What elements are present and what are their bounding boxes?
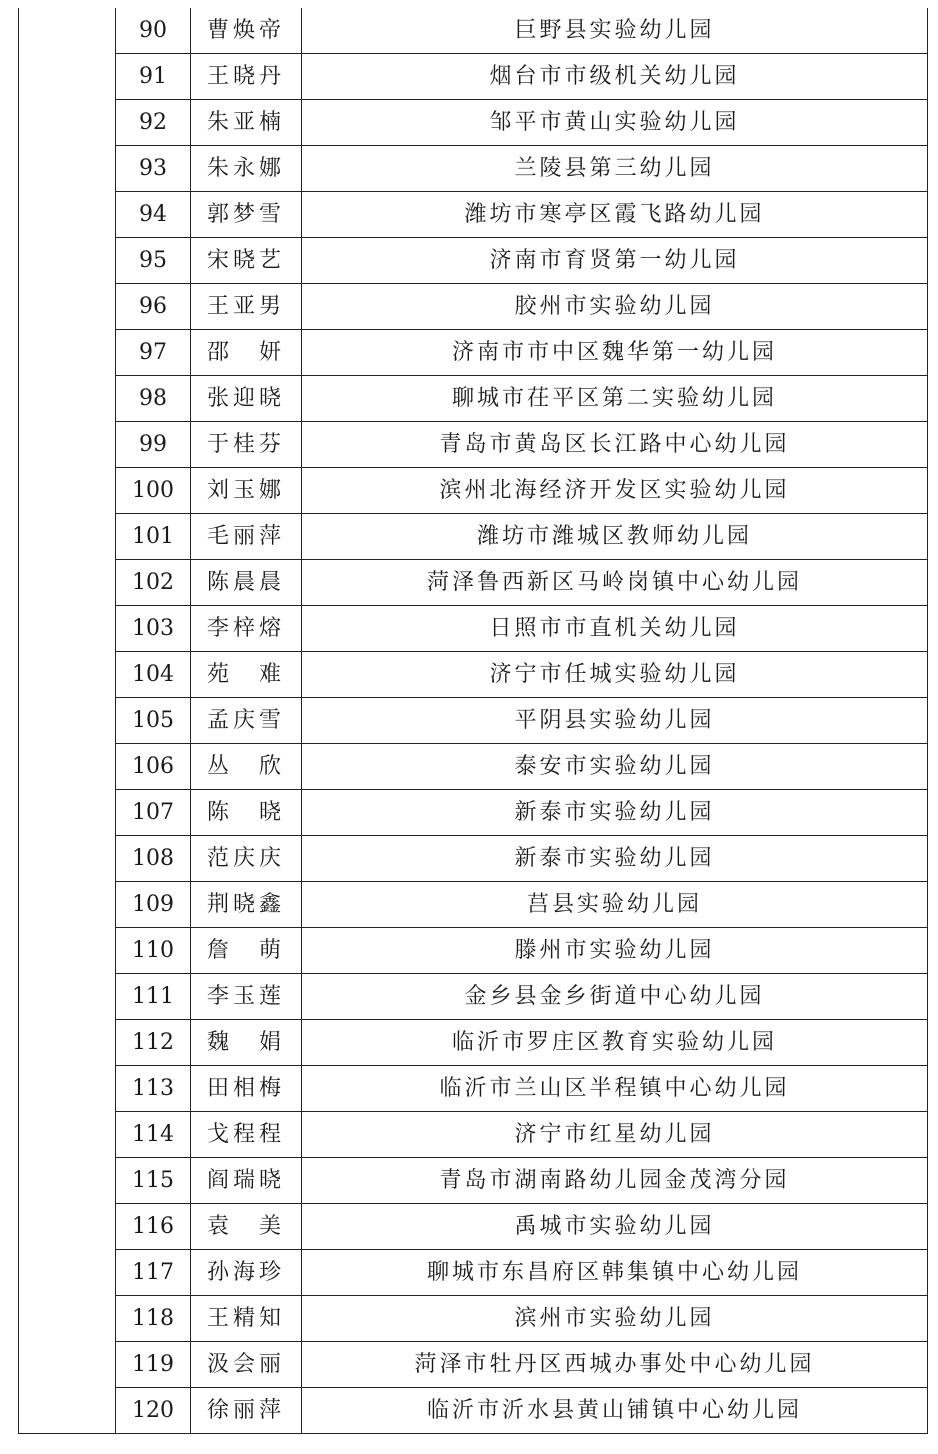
kindergarten-name: 青岛市湖南路幼儿园金茂湾分园 (302, 1158, 928, 1204)
kindergarten-name: 禹城市实验幼儿园 (302, 1204, 928, 1250)
row-number: 104 (116, 652, 191, 698)
row-number: 107 (116, 790, 191, 836)
row-number: 92 (116, 100, 191, 146)
row-number: 116 (116, 1204, 191, 1250)
table-row (19, 790, 928, 836)
table-row (19, 698, 928, 744)
kindergarten-name: 金乡县金乡街道中心幼儿园 (302, 974, 928, 1020)
row-number: 111 (116, 974, 191, 1020)
kindergarten-name: 滨州市实验幼儿园 (302, 1296, 928, 1342)
teacher-name: 阎瑞晓 (191, 1158, 302, 1204)
table-row (19, 1066, 928, 1112)
row-number: 120 (116, 1388, 191, 1434)
kindergarten-name: 菏泽市牡丹区西城办事处中心幼儿园 (302, 1342, 928, 1388)
row-number: 112 (116, 1020, 191, 1066)
kindergarten-name: 潍坊市潍城区教师幼儿园 (302, 514, 928, 560)
table-row (19, 330, 928, 376)
kindergarten-name: 烟台市市级机关幼儿园 (302, 54, 928, 100)
kindergarten-name: 济南市市中区魏华第一幼儿园 (302, 330, 928, 376)
category-cell (19, 8, 116, 1434)
kindergarten-name: 青岛市黄岛区长江路中心幼儿园 (302, 422, 928, 468)
table-row (19, 1112, 928, 1158)
table-row (19, 882, 928, 928)
table-row (19, 836, 928, 882)
teacher-name: 朱永娜 (191, 146, 302, 192)
table-row (19, 1296, 928, 1342)
kindergarten-name: 临沂市兰山区半程镇中心幼儿园 (302, 1066, 928, 1112)
table-row (19, 1388, 928, 1434)
award-list-table (18, 8, 928, 1434)
teacher-name: 于桂芬 (191, 422, 302, 468)
kindergarten-name: 济宁市红星幼儿园 (302, 1112, 928, 1158)
row-number: 113 (116, 1066, 191, 1112)
row-number: 119 (116, 1342, 191, 1388)
row-number: 108 (116, 836, 191, 882)
row-number: 102 (116, 560, 191, 606)
row-number: 95 (116, 238, 191, 284)
row-number: 96 (116, 284, 191, 330)
table-row (19, 146, 928, 192)
teacher-name: 张迎晓 (191, 376, 302, 422)
teacher-name: 王精知 (191, 1296, 302, 1342)
teacher-name: 王晓丹 (191, 54, 302, 100)
table-row (19, 1158, 928, 1204)
kindergarten-name: 日照市市直机关幼儿园 (302, 606, 928, 652)
table-row (19, 652, 928, 698)
table-row (19, 1342, 928, 1388)
row-number: 109 (116, 882, 191, 928)
row-number: 115 (116, 1158, 191, 1204)
table-row (19, 376, 928, 422)
kindergarten-name: 巨野县实验幼儿园 (302, 8, 928, 54)
table-row (19, 284, 928, 330)
table-row (19, 192, 928, 238)
row-number: 110 (116, 928, 191, 974)
teacher-name: 徐丽萍 (191, 1388, 302, 1434)
teacher-name: 詹 萌 (191, 928, 302, 974)
kindergarten-name: 潍坊市寒亭区霞飞路幼儿园 (302, 192, 928, 238)
row-number: 101 (116, 514, 191, 560)
kindergarten-name: 平阴县实验幼儿园 (302, 698, 928, 744)
kindergarten-name: 滨州北海经济开发区实验幼儿园 (302, 468, 928, 514)
row-number: 100 (116, 468, 191, 514)
row-number: 117 (116, 1250, 191, 1296)
kindergarten-name: 聊城市东昌府区韩集镇中心幼儿园 (302, 1250, 928, 1296)
table-row (19, 238, 928, 284)
kindergarten-name: 滕州市实验幼儿园 (302, 928, 928, 974)
teacher-name: 陈 晓 (191, 790, 302, 836)
teacher-name: 刘玉娜 (191, 468, 302, 514)
kindergarten-name: 莒县实验幼儿园 (302, 882, 928, 928)
table-row (19, 422, 928, 468)
teacher-name: 苑 难 (191, 652, 302, 698)
teacher-name: 荆晓鑫 (191, 882, 302, 928)
kindergarten-name: 新泰市实验幼儿园 (302, 836, 928, 882)
teacher-name: 陈晨晨 (191, 560, 302, 606)
table-row (19, 54, 928, 100)
teacher-name: 毛丽萍 (191, 514, 302, 560)
teacher-name: 曹焕帝 (191, 8, 302, 54)
teacher-name: 田相梅 (191, 1066, 302, 1112)
table-row (19, 8, 928, 54)
kindergarten-name: 聊城市茌平区第二实验幼儿园 (302, 376, 928, 422)
row-number: 103 (116, 606, 191, 652)
table-row (19, 606, 928, 652)
teacher-name: 宋晓艺 (191, 238, 302, 284)
teacher-name: 李玉莲 (191, 974, 302, 1020)
teacher-name: 李梓熔 (191, 606, 302, 652)
teacher-name: 魏 娟 (191, 1020, 302, 1066)
row-number: 91 (116, 54, 191, 100)
teacher-name: 范庆庆 (191, 836, 302, 882)
table-row (19, 744, 928, 790)
table-row (19, 1020, 928, 1066)
table-row (19, 560, 928, 606)
kindergarten-name: 临沂市罗庄区教育实验幼儿园 (302, 1020, 928, 1066)
table-row (19, 1204, 928, 1250)
row-number: 98 (116, 376, 191, 422)
teacher-name: 朱亚楠 (191, 100, 302, 146)
kindergarten-name: 兰陵县第三幼儿园 (302, 146, 928, 192)
table-body (19, 8, 928, 1434)
row-number: 97 (116, 330, 191, 376)
teacher-name: 袁 美 (191, 1204, 302, 1250)
kindergarten-name: 胶州市实验幼儿园 (302, 284, 928, 330)
row-number: 90 (116, 8, 191, 54)
teacher-name: 汲会丽 (191, 1342, 302, 1388)
kindergarten-name: 泰安市实验幼儿园 (302, 744, 928, 790)
table-row (19, 928, 928, 974)
table-row (19, 1250, 928, 1296)
kindergarten-name: 新泰市实验幼儿园 (302, 790, 928, 836)
row-number: 94 (116, 192, 191, 238)
kindergarten-name: 临沂市沂水县黄山铺镇中心幼儿园 (302, 1388, 928, 1434)
row-number: 105 (116, 698, 191, 744)
row-number: 106 (116, 744, 191, 790)
kindergarten-name: 济宁市任城实验幼儿园 (302, 652, 928, 698)
teacher-name: 丛 欣 (191, 744, 302, 790)
row-number: 93 (116, 146, 191, 192)
table-row (19, 100, 928, 146)
kindergarten-name: 菏泽鲁西新区马岭岗镇中心幼儿园 (302, 560, 928, 606)
teacher-name: 孟庆雪 (191, 698, 302, 744)
row-number: 99 (116, 422, 191, 468)
teacher-name: 郭梦雪 (191, 192, 302, 238)
row-number: 114 (116, 1112, 191, 1158)
kindergarten-name: 邹平市黄山实验幼儿园 (302, 100, 928, 146)
table-row (19, 514, 928, 560)
kindergarten-name: 济南市育贤第一幼儿园 (302, 238, 928, 284)
teacher-name: 邵 妍 (191, 330, 302, 376)
teacher-name: 孙海珍 (191, 1250, 302, 1296)
teacher-name: 戈程程 (191, 1112, 302, 1158)
row-number: 118 (116, 1296, 191, 1342)
table-row (19, 468, 928, 514)
teacher-name: 王亚男 (191, 284, 302, 330)
table-row (19, 974, 928, 1020)
